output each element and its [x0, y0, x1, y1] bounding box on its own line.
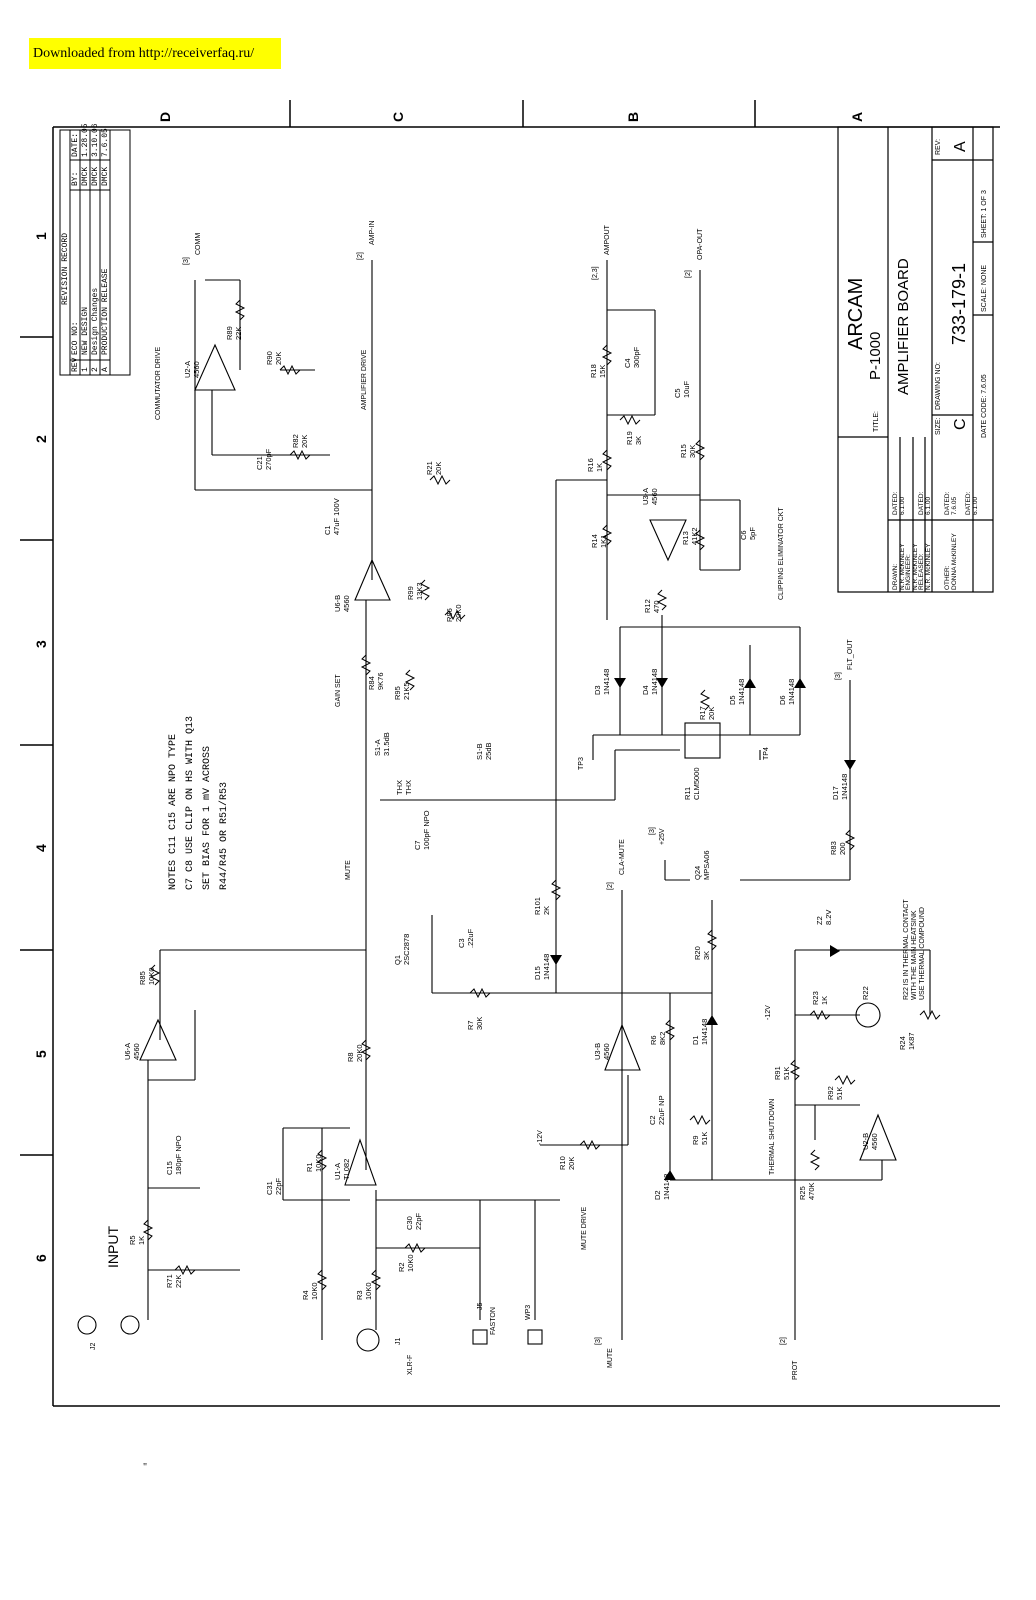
- port-mute-ref: [3]: [595, 1337, 602, 1345]
- component-value-c5: 10uF: [682, 380, 691, 398]
- label-gain-set: GAIN SET: [335, 674, 342, 707]
- component-value-u3-a: 4560: [650, 488, 659, 505]
- port-prot: PROT: [792, 1360, 799, 1380]
- port-plus25-ref: [3]: [649, 827, 656, 835]
- component-value-u2-b: 4560: [870, 1133, 879, 1150]
- rev-header-eco: ECO NO:: [71, 321, 80, 355]
- dated-4: 6.1.00: [972, 496, 979, 515]
- component-value-c1: 47uF 100V: [332, 498, 341, 535]
- label-clipping-eliminator: CLIPPING ELIMINATOR CKT: [778, 507, 785, 600]
- rev-row-2-rev: 2: [91, 367, 100, 372]
- port-comm-ref: [3]: [183, 257, 190, 265]
- component-value-r86: 20K0: [454, 604, 463, 622]
- component-value-r2: 10K0: [406, 1254, 415, 1272]
- rev-row-3-eco: PRODUCTION RELEASE: [101, 268, 110, 355]
- component-value-c30: 22pF: [414, 1212, 423, 1230]
- component-ref-s1-a: S1-A: [373, 739, 382, 756]
- component-value-r18: 15K: [598, 364, 607, 378]
- component-value-r25: 470K: [807, 1182, 816, 1200]
- rev-value: A: [952, 141, 969, 152]
- notes: [168, 716, 230, 890]
- grid-1: 1: [33, 232, 49, 240]
- j2-label: J2: [90, 1342, 97, 1350]
- component-value-d1: 1N4148: [700, 1018, 709, 1045]
- component-value-d3: 1N4148: [602, 668, 611, 695]
- component-ref-r101: R101: [533, 897, 542, 915]
- rev-header-rev: REV: [71, 357, 80, 372]
- component-ref-c4: C4: [623, 358, 632, 368]
- port-plus25: +25V: [659, 828, 666, 845]
- dated-1: 6.1.00: [899, 496, 906, 515]
- component-ref-d5: D5: [728, 695, 737, 705]
- component-value-r13: 41K2: [690, 527, 699, 545]
- size-value: C: [952, 418, 969, 430]
- title-block: [838, 127, 993, 592]
- component-ref-r13: R13: [681, 531, 690, 545]
- component-value-r8: 20K0: [355, 1044, 364, 1062]
- component-ref-u1-a: U1-A: [333, 1162, 342, 1180]
- grid-2: 2: [33, 435, 49, 443]
- component-ref-r1: R1: [305, 1162, 314, 1172]
- component-ref-c6: C6: [739, 530, 748, 540]
- component-ref-d1: D1: [691, 1035, 700, 1045]
- component-ref-u2-a: U2-A: [183, 360, 192, 378]
- component-ref-c31: C31: [265, 1181, 274, 1195]
- note-2: C7 C8 USE CLIP ON HS WITH Q13: [185, 715, 196, 890]
- component-ref-r24: R24: [898, 1036, 907, 1050]
- component-value-r19: 3K: [634, 435, 643, 445]
- port-amp-in-ref: [2]: [357, 252, 364, 260]
- component-value-q1: 2SC2878: [402, 933, 411, 965]
- port-opa-out: OPA-OUT: [697, 228, 704, 260]
- component-ref-r14: R14: [590, 534, 599, 548]
- component-ref-u3-b: U3-B: [593, 1042, 602, 1060]
- component-ref-r25: R25: [798, 1186, 807, 1200]
- component-value-r14: 1K1: [599, 534, 608, 548]
- j5-type: FASTON: [490, 1307, 497, 1335]
- j1-label: J1: [395, 1337, 402, 1345]
- component-ref-r71: R71: [165, 1274, 174, 1288]
- product-name: P-1000: [867, 331, 884, 380]
- port-cla-mute: CLA-MUTE: [619, 839, 626, 875]
- signoff-block: [892, 491, 979, 590]
- component-ref-r82: R82: [291, 434, 300, 448]
- grid-5: 5: [33, 1050, 49, 1058]
- note-4: R44/R45 OR R51/R53: [219, 781, 230, 890]
- component-ref-r10: R10: [558, 1156, 567, 1170]
- dated-label-1: DATED:: [892, 491, 899, 515]
- grid-3: 3: [33, 640, 49, 648]
- component-ref-r95: R95: [393, 686, 402, 700]
- component-value-r10: 20K: [567, 1156, 576, 1170]
- component-ref-q24: Q24: [693, 865, 702, 880]
- component-ref-r18: R18: [589, 364, 598, 378]
- label-mute-drive: MUTE DRIVE: [581, 1206, 588, 1250]
- port-flt-out-ref: [3]: [835, 672, 842, 680]
- size-label: SIZE:: [935, 417, 942, 435]
- component-ref-d15: D15: [533, 966, 542, 980]
- tp3-label: TP3: [578, 757, 585, 770]
- label-commutator-drive: COMMUTATOR DRIVE: [155, 346, 162, 420]
- component-value-thx: THX: [404, 780, 413, 795]
- component-ref-r2: R2: [397, 1262, 406, 1272]
- released-name: N.R. McKINLEY: [925, 543, 932, 590]
- component-ref-d4: D4: [641, 685, 650, 695]
- grid-6: 6: [33, 1254, 49, 1262]
- thermal-note-2: WITH THE MAIN HEATSINK: [911, 910, 918, 1000]
- component-ref-c21: C21: [255, 456, 264, 470]
- component-value-z2: 8.2V: [824, 909, 833, 925]
- component-value-r6: 8K2: [658, 1031, 667, 1045]
- component-value-r91: 51K: [782, 1066, 791, 1080]
- board-name: AMPLIFIER BOARD: [895, 258, 912, 395]
- j1-xlr: [357, 1329, 379, 1351]
- dated-label-2: DATED:: [918, 491, 925, 515]
- zone-a: A: [849, 111, 865, 122]
- other-name: DONNA McKINLEY: [951, 533, 958, 590]
- date-code: DATE CODE: 7.6.05: [981, 374, 988, 438]
- component-ref-d2: D2: [653, 1190, 662, 1200]
- rail-minus12-a: -12V: [537, 1130, 544, 1145]
- component-ref-c5: C5: [673, 388, 682, 398]
- component-value-r20: 3K: [702, 950, 711, 960]
- component-ref-s1-b: S1-B: [475, 743, 484, 760]
- component-ref-r22: R22: [861, 986, 870, 1000]
- rev-row-1-date: 1.28.05: [81, 123, 90, 157]
- title-label: TITLE:: [873, 410, 880, 432]
- component-value-r99: 13K3: [415, 582, 424, 600]
- port-prot-ref: [2]: [780, 1337, 787, 1345]
- zone-d: D: [157, 111, 173, 122]
- component-ref-thx: THX: [395, 780, 404, 795]
- label-amplifier-drive: AMPLIFIER DRIVE: [361, 349, 368, 410]
- component-ref-r8: R8: [346, 1052, 355, 1062]
- port-ampout: AMPOUT: [604, 225, 611, 255]
- revision-title: REVISION RECORD: [61, 232, 70, 305]
- rev-row-1-by: DMCK: [81, 166, 90, 186]
- rev-row-3-rev: A: [101, 367, 110, 372]
- component-ref-r7: R7: [466, 1020, 475, 1030]
- component-value-r85: 10K0: [147, 967, 156, 985]
- component-ref-r16: R16: [586, 458, 595, 472]
- component-ref-r92: R92: [826, 1086, 835, 1100]
- component-ref-r89: R89: [225, 326, 234, 340]
- component-ref-r5: R5: [128, 1235, 137, 1245]
- thermal-note-1: R22 IS IN THERMAL CONTACT: [903, 899, 910, 1000]
- component-value-r84: 9K76: [376, 672, 385, 690]
- component-ref-c15: C15: [165, 1161, 174, 1175]
- component-ref-d17: D17: [831, 786, 840, 800]
- component-value-r3: 10K0: [364, 1282, 373, 1300]
- scale: SCALE: NONE: [981, 264, 988, 312]
- component-value-s1-a: 31.5dB: [382, 732, 391, 756]
- component-value-r21: 20K: [434, 461, 443, 475]
- rev-row-2-by: DMCK: [91, 166, 100, 186]
- component-value-d2: 1N4148: [662, 1173, 671, 1200]
- component-ref-u6-b: U6-B: [333, 594, 342, 612]
- rev-row-2-date: 3.10.06: [91, 123, 100, 157]
- rev-header-by: BY:: [71, 171, 80, 186]
- component-ref-r4: R4: [301, 1290, 310, 1300]
- drawn-label: DRAWN:: [892, 563, 899, 590]
- component-value-r92: 51K: [835, 1086, 844, 1100]
- rev-row-1-eco: NEW DESIGN: [81, 306, 90, 355]
- component-value-r9: 51K: [700, 1131, 709, 1145]
- component-ref-c7: C7: [413, 840, 422, 850]
- rev-row-3-date: 7.6.05: [101, 128, 110, 157]
- rev-label: REV:: [935, 138, 942, 155]
- component-value-d4: 1N4148: [650, 668, 659, 695]
- sheet-number: SHEET: 1 OF 3: [981, 190, 988, 238]
- component-ref-r17: R17: [698, 706, 707, 720]
- component-value-r11: CLM5000: [692, 767, 701, 800]
- component-value-c31: 22pF: [274, 1177, 283, 1195]
- component-ref-r90: R90: [265, 351, 274, 365]
- component-ref-u6-a: U6-A: [123, 1042, 132, 1060]
- dated-label-3: DATED:: [944, 491, 951, 515]
- component-value-u1-a: TL082: [342, 1158, 351, 1180]
- grid-4: 4: [33, 844, 49, 852]
- component-ref-z2: Z2: [815, 916, 824, 925]
- stray-mark: ": [143, 1462, 148, 1473]
- component-value-c2: 22uF NP: [657, 1095, 666, 1125]
- component-ref-r9: R9: [691, 1135, 700, 1145]
- component-value-c21: 270pF: [264, 448, 273, 470]
- opamp-u2a: [195, 345, 235, 390]
- download-banner[interactable]: Downloaded from http://receiverfaq.ru/: [29, 38, 281, 69]
- tp4-label: TP4: [763, 747, 770, 760]
- engineer-name: N.R. McKINLEY: [912, 543, 919, 590]
- port-flt-out: FLT_OUT: [847, 639, 854, 670]
- component-value-c6: 5pF: [748, 527, 757, 540]
- component-value-d6: 1N4148: [787, 678, 796, 705]
- component-value-r5: 1K: [137, 1235, 146, 1245]
- drawn-name: N.R. McKINLEY: [899, 543, 906, 590]
- component-ref-r15: R15: [679, 444, 688, 458]
- label-mute: MUTE: [345, 860, 352, 880]
- component-value-c15: 180pF NPO: [174, 1135, 183, 1175]
- dated-3: 7.6.05: [951, 496, 958, 515]
- component-value-r23: 1K: [820, 995, 829, 1005]
- component-ref-r21: R21: [425, 461, 434, 475]
- component-ref-r3: R3: [355, 1290, 364, 1300]
- j5-label: J5: [477, 1302, 484, 1310]
- component-value-r82: 20K: [300, 434, 309, 448]
- component-ref-d3: D3: [593, 685, 602, 695]
- component-ref-c30: C30: [405, 1216, 414, 1230]
- component-value-r24: 1K87: [907, 1032, 916, 1050]
- component-value-r16: 1K: [595, 462, 604, 472]
- rev-header-date: DATE:: [71, 132, 80, 157]
- j2-connector: [78, 1316, 96, 1334]
- component-ref-r12: R12: [643, 599, 652, 613]
- component-value-r4: 10K0: [310, 1282, 319, 1300]
- rev-row-3-by: DMCK: [101, 166, 110, 186]
- component-value-q24: MPSA06: [702, 850, 711, 880]
- company-name: ARCAM: [845, 277, 867, 350]
- component-ref-u2-b: U2-B: [861, 1132, 870, 1150]
- component-ref-c2: C2: [648, 1115, 657, 1125]
- component-value-c7: 100pF NPO: [422, 810, 431, 850]
- drawing-label: DRAWING NO:: [935, 362, 942, 410]
- dated-label-4: DATED:: [965, 491, 972, 515]
- component-value-u6-b: 4560: [342, 595, 351, 612]
- component-value-u2-a: 4560: [192, 361, 201, 378]
- component-value-r71: 22K: [174, 1274, 183, 1288]
- component-value-r12: 470: [652, 600, 661, 613]
- zone-letters: [157, 112, 865, 122]
- title-block-text: [845, 139, 988, 438]
- zone-b: B: [625, 111, 641, 122]
- port-opa-out-ref: [2]: [685, 270, 692, 278]
- label-thermal-shutdown: THERMAL SHUTDOWN: [769, 1098, 776, 1175]
- rail-minus12-b: -12V: [765, 1005, 772, 1020]
- component-value-d15: 1N4148: [542, 953, 551, 980]
- other-label: OTHER:: [944, 565, 951, 590]
- port-mute: MUTE: [607, 1348, 614, 1368]
- component-value-r7: 30K: [475, 1016, 484, 1030]
- component-value-d5: 1N4148: [737, 678, 746, 705]
- component-ref-r84: R84: [367, 676, 376, 690]
- wires: [148, 260, 930, 1340]
- component-value-c3: .22uF: [466, 928, 475, 948]
- j1-type: XLR-F: [407, 1354, 414, 1375]
- label-input: INPUT: [105, 1226, 121, 1268]
- component-value-r17: 20K: [707, 706, 716, 720]
- grid-numbers: [33, 232, 49, 1262]
- component-ref-c1: C1: [323, 525, 332, 535]
- released-label: RELEASED:: [918, 553, 925, 590]
- component-value-r90: 20K: [274, 351, 283, 365]
- component-ref-u3-a: U3-A: [641, 487, 650, 505]
- wp3-label: WP3: [525, 1304, 532, 1320]
- component-ref-r11: R11: [683, 786, 692, 800]
- component-ref-r99: R99: [406, 586, 415, 600]
- thermal-note-3: USE THERMAL COMPOUND: [919, 907, 926, 1000]
- component-value-s1-b: 25dB: [484, 742, 493, 760]
- component-value-d17: 1N4148: [840, 773, 849, 800]
- rev-row-2-eco: Design Changes: [91, 287, 100, 355]
- port-amp-in: AMP-IN: [369, 220, 376, 245]
- component-ref-r19: R19: [625, 431, 634, 445]
- note-3: SET BIAS FOR 1 mV ACROSS: [202, 745, 213, 890]
- component-ref-r20: R20: [693, 946, 702, 960]
- engineer-label: ENGINEER:: [905, 554, 912, 590]
- component-ref-r6: R6: [649, 1035, 658, 1045]
- component-ref-r86: R86: [445, 608, 454, 622]
- component-value-r15: 30K: [688, 444, 697, 458]
- port-ampout-ref: [2,3]: [592, 266, 599, 280]
- component-ref-c3: C3: [457, 938, 466, 948]
- drawing-number: 733-179-1: [949, 262, 969, 345]
- rev-row-1-rev: 1: [81, 367, 90, 372]
- component-value-r89: 22K: [234, 326, 243, 340]
- component-ref-r85: R85: [138, 971, 147, 985]
- j2-connector-b: [121, 1316, 139, 1334]
- component-value-c4: 300pF: [632, 346, 641, 368]
- component-ref-d6: D6: [778, 695, 787, 705]
- component-value-u3-b: 4560: [602, 1043, 611, 1060]
- component-ref-q1: Q1: [393, 954, 402, 965]
- clm5000-optocoupler: [685, 723, 720, 758]
- dated-2: 6.1.00: [925, 496, 932, 515]
- component-labels: [123, 326, 916, 1300]
- port-comm: COMM: [195, 232, 202, 255]
- revision-record: [60, 123, 130, 375]
- wp3-pad: [528, 1330, 542, 1344]
- component-value-u6-a: 4560: [132, 1043, 141, 1060]
- component-value-r95: 21K5: [402, 682, 411, 700]
- component-ref-r83: R83: [829, 841, 838, 855]
- opamp-u6a: [140, 1020, 176, 1060]
- port-cla-mute-ref: [2]: [607, 882, 614, 890]
- j5-faston: [473, 1330, 487, 1344]
- component-ref-r91: R91: [773, 1066, 782, 1080]
- component-value-r83: 200: [838, 842, 847, 855]
- component-value-r101: 2K: [542, 905, 551, 915]
- component-value-r1: 10K0: [314, 1154, 323, 1172]
- component-ref-r23: R23: [811, 991, 820, 1005]
- note-1: NOTES C11 C15 ARE NPO TYPE: [168, 733, 179, 890]
- zone-c: C: [390, 111, 406, 122]
